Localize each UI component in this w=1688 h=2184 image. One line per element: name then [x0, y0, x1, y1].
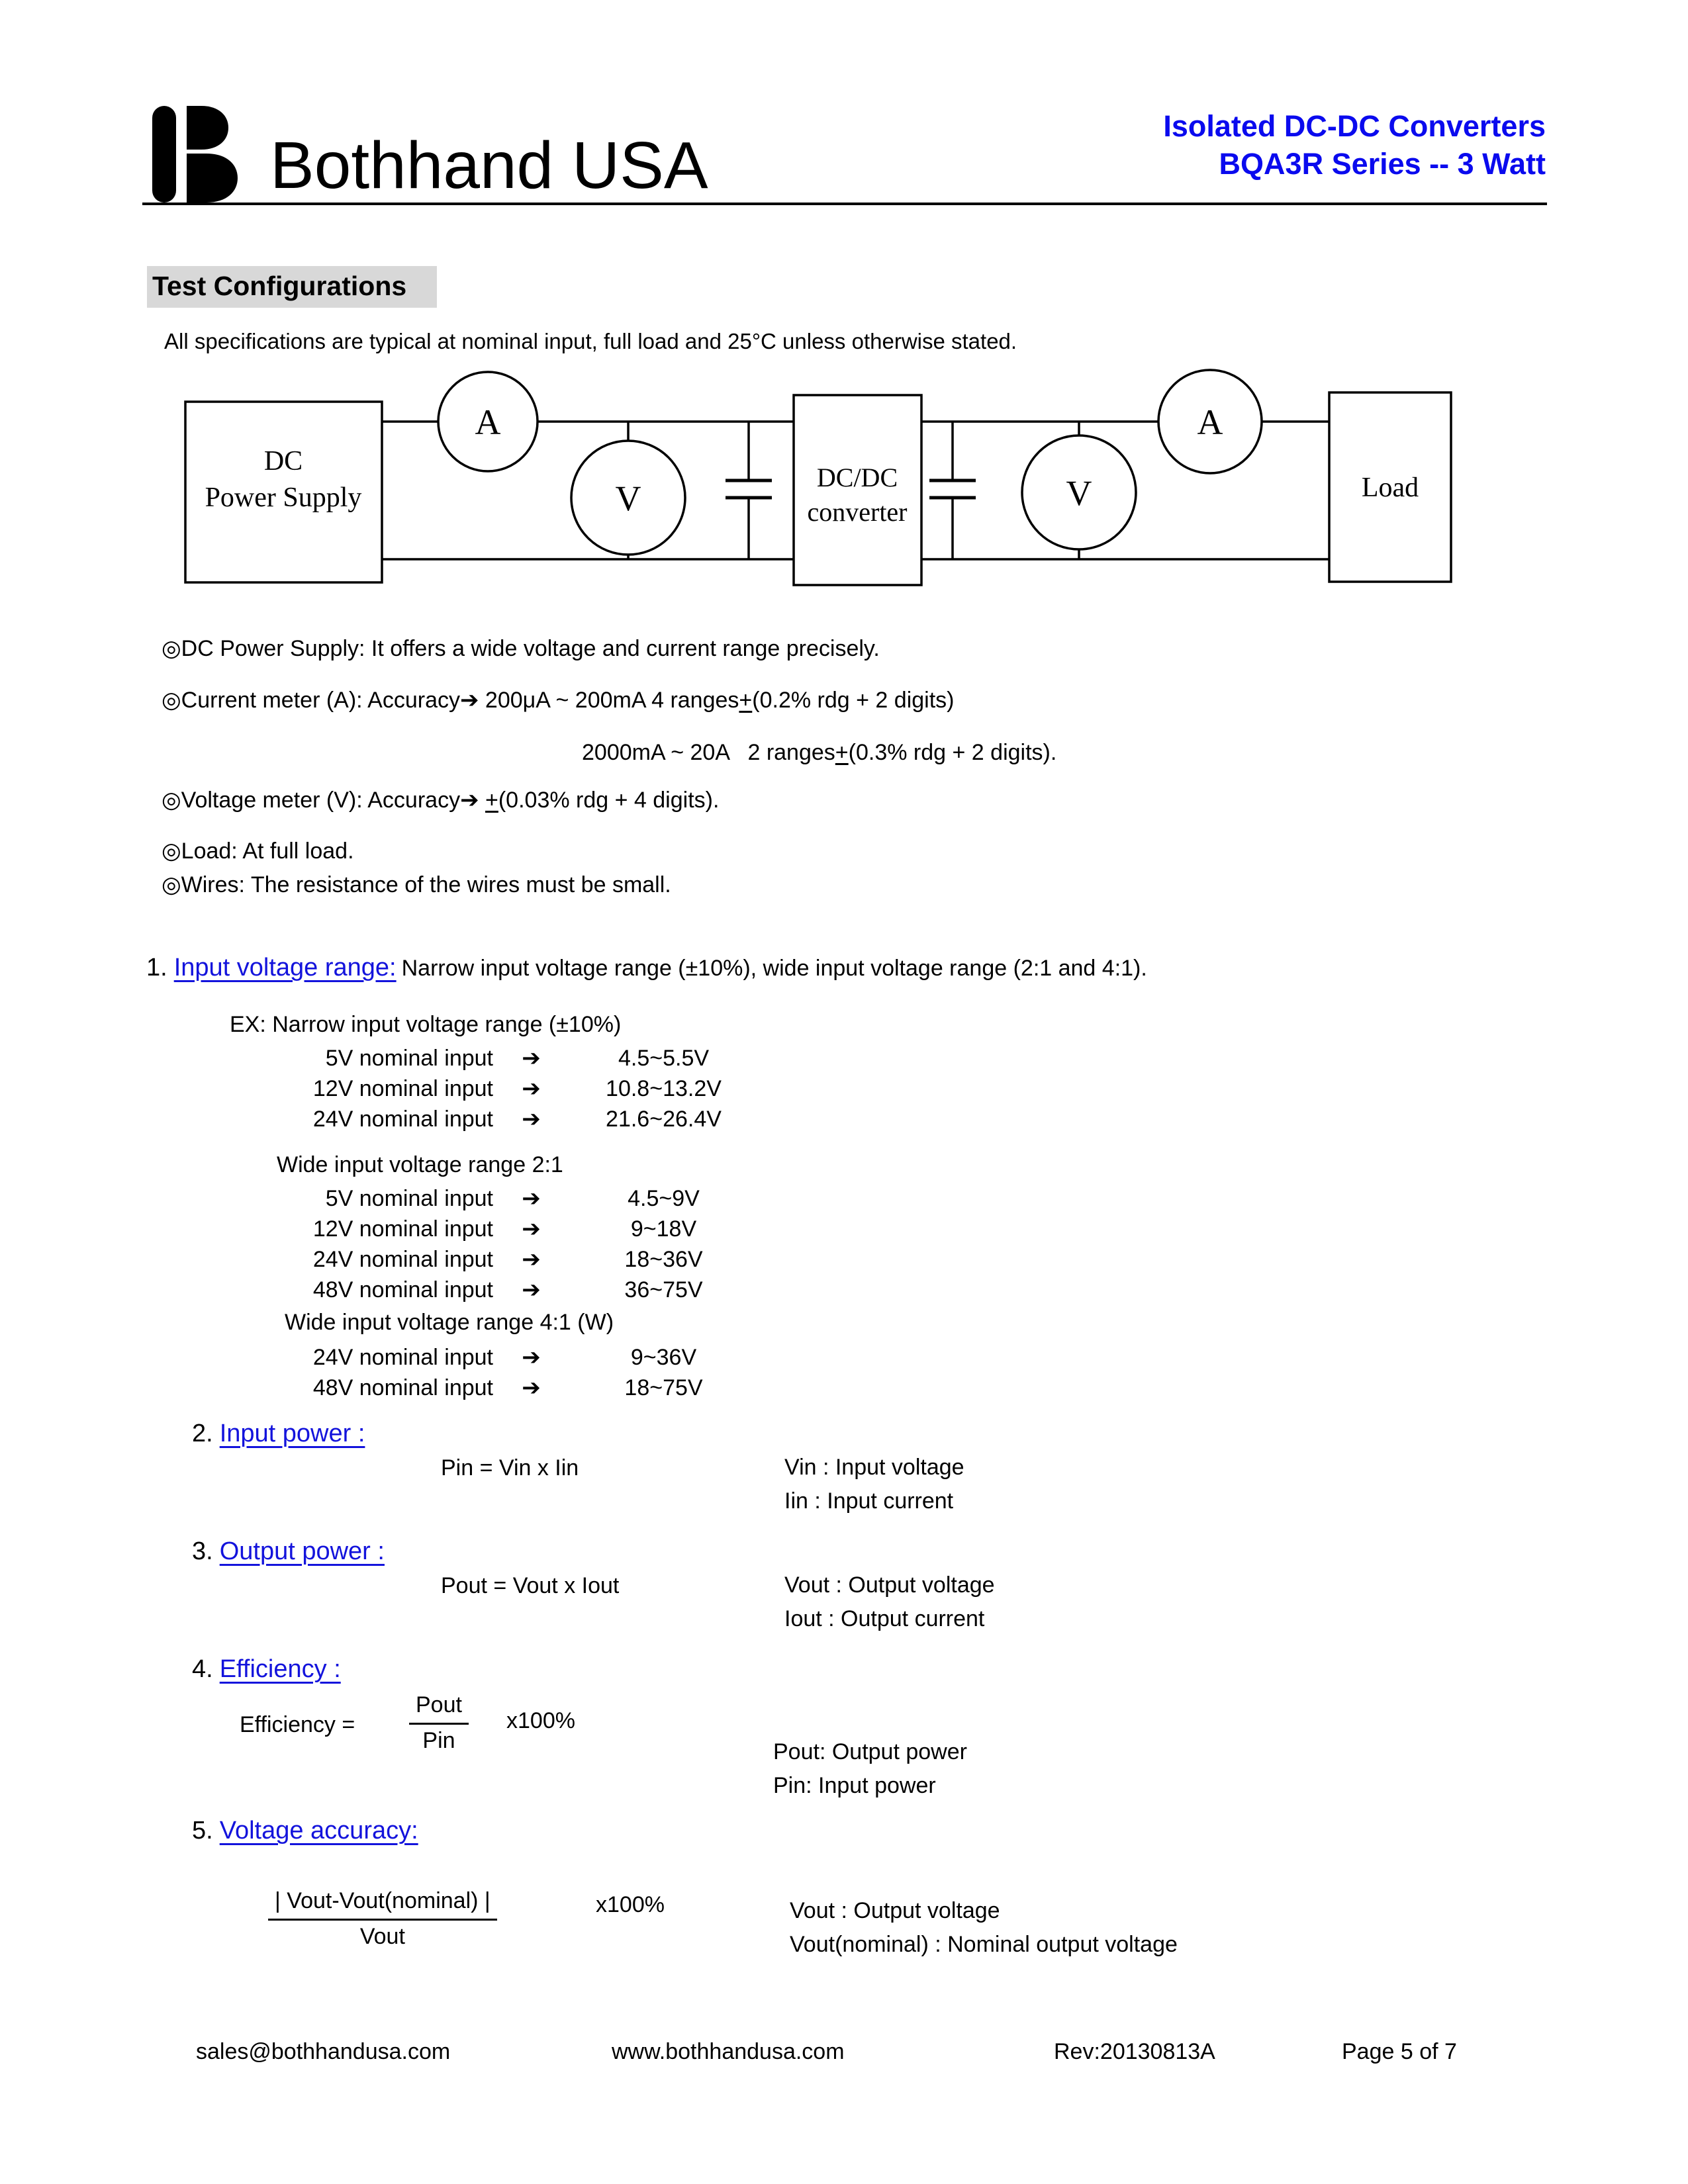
input-power-definitions	[784, 1451, 964, 1518]
note-load: ◎Load: At full load.	[162, 839, 354, 864]
section-4-number: 4.	[192, 1655, 213, 1683]
footer-revision: Rev:20130813A	[1054, 2039, 1215, 2064]
definition-line: Iin : Input current	[784, 1488, 954, 1514]
output-power-formula: Pout = Vout x Iout	[441, 1573, 620, 1598]
note-text: (0.3% rdg + 2 digits).	[848, 740, 1057, 765]
bothhand-logo-icon	[148, 105, 264, 204]
definition-line: Vout : Output voltage	[784, 1572, 995, 1598]
ammeter-input-label: A	[475, 402, 501, 442]
row-value: 18~75V	[624, 1375, 703, 1400]
dcdc-converter-box	[794, 395, 921, 585]
note-current-meter-2	[582, 739, 1056, 766]
dc-power-supply-box	[185, 402, 382, 582]
fraction-numerator: Pout	[409, 1692, 469, 1725]
page-heading: Test Configurations	[147, 266, 437, 308]
arrow-icon: ➔	[522, 1375, 541, 1400]
capacitor-input-icon	[726, 422, 772, 559]
ammeter-output-icon	[1158, 370, 1262, 473]
wide-41-table	[278, 1342, 758, 1403]
narrow-range-example-heading: EX: Narrow input voltage range (±10%)	[230, 1012, 622, 1037]
section-3-number: 3.	[192, 1537, 213, 1565]
converter-label-line2: converter	[807, 497, 908, 527]
definition-line: Pout: Output power	[773, 1739, 967, 1764]
section-5-heading	[192, 1816, 418, 1846]
section-1-heading	[146, 953, 1147, 983]
row-label: 12V nominal input	[312, 1216, 493, 1242]
table-row	[278, 1183, 758, 1214]
note-wires: ◎Wires: The resistance of the wires must be small.	[162, 872, 671, 897]
efficiency-fraction	[409, 1692, 469, 1754]
document-title	[1163, 107, 1546, 183]
section-1-title: Input voltage range:	[173, 954, 397, 981]
section-4-heading	[192, 1655, 341, 1685]
voltage-accuracy-definitions	[790, 1894, 1178, 1962]
narrow-input-table	[278, 1043, 758, 1134]
load-label: Load	[1361, 473, 1419, 503]
ammeter-input-icon	[438, 372, 538, 471]
note-text: (0.2% rdg + 2 digits)	[752, 688, 955, 713]
section-1-number: 1.	[146, 954, 167, 981]
row-value: 9~18V	[630, 1216, 697, 1242]
converter-label-line1: DC/DC	[816, 463, 898, 492]
row-label: 24V nominal input	[312, 1344, 493, 1370]
section-4-title: Efficiency :	[219, 1655, 341, 1683]
efficiency-lhs: Efficiency =	[240, 1712, 355, 1737]
row-value: 9~36V	[630, 1344, 697, 1370]
definition-line: Vout : Output voltage	[790, 1898, 1000, 1923]
voltmeter-input-icon	[571, 441, 685, 555]
note-dc-power-supply: ◎DC Power Supply: It offers a wide voltage and current range precisely.	[162, 636, 880, 661]
row-value: 4.5~5.5V	[618, 1045, 710, 1071]
company-name: Bothhand USA	[270, 128, 708, 203]
footer-website: www.bothhandusa.com	[612, 2039, 845, 2064]
definition-line: Vin : Input voltage	[784, 1455, 964, 1480]
note-text: 2000mA ~ 20A 2 ranges	[582, 740, 835, 765]
efficiency-suffix: x100%	[506, 1708, 575, 1733]
arrow-icon: ➔	[522, 1106, 541, 1132]
capacitor-output-icon	[929, 422, 976, 559]
arrow-icon: ➔	[522, 1277, 541, 1302]
ammeter-output-label: A	[1197, 402, 1223, 442]
arrow-icon: ➔	[522, 1344, 541, 1370]
voltmeter-output-label: V	[1066, 473, 1092, 513]
definition-line: Vout(nominal) : Nominal output voltage	[790, 1932, 1178, 1957]
arrow-icon: ➔	[522, 1185, 541, 1211]
efficiency-definitions	[773, 1735, 967, 1803]
section-3-heading	[192, 1537, 385, 1567]
arrow-icon: ➔	[522, 1075, 541, 1101]
section-5-title: Voltage accuracy:	[219, 1817, 418, 1844]
voltmeter-input-label: V	[615, 478, 641, 518]
row-value: 36~75V	[624, 1277, 703, 1302]
fraction-numerator: | Vout-Vout(nominal) |	[268, 1888, 497, 1921]
definition-line: Pin: Input power	[773, 1773, 936, 1798]
arrow-icon: ➔	[522, 1045, 541, 1071]
voltmeter-output-icon	[1022, 435, 1136, 549]
footer-page-number: Page 5 of 7	[1342, 2039, 1457, 2064]
note-voltage-meter	[162, 787, 719, 814]
definition-line: Iout : Output current	[784, 1606, 985, 1631]
note-text: ◎Current meter (A): Accuracy➔ 200μA ~ 200mA 4 ranges	[162, 688, 739, 713]
note-text: ◎Voltage meter (V): Accuracy➔	[162, 788, 485, 813]
section-3-title: Output power :	[219, 1537, 385, 1565]
test-circuit-diagram	[172, 351, 1470, 602]
note-text: (0.03% rdg + 4 digits).	[498, 788, 720, 813]
input-power-formula: Pin = Vin x Iin	[441, 1455, 579, 1480]
row-label: 48V nominal input	[312, 1375, 493, 1400]
table-row	[278, 1073, 758, 1104]
wide-21-heading: Wide input voltage range 2:1	[277, 1152, 563, 1177]
row-label: 5V nominal input	[325, 1045, 493, 1071]
row-label: 24V nominal input	[312, 1106, 493, 1132]
section-2-heading	[192, 1419, 365, 1449]
plus-minus-sign: +	[835, 740, 849, 765]
table-row	[278, 1104, 758, 1134]
fraction-denominator: Vout	[359, 1923, 405, 1949]
wide-41-heading: Wide input voltage range 4:1 (W)	[285, 1310, 614, 1335]
arrow-icon: ➔	[522, 1246, 541, 1272]
table-row	[278, 1214, 758, 1244]
fraction-denominator: Pin	[422, 1727, 455, 1753]
table-row	[278, 1342, 758, 1373]
table-row	[278, 1244, 758, 1275]
voltage-accuracy-suffix: x100%	[596, 1892, 665, 1917]
dc-power-supply-label-line1: DC	[263, 446, 303, 477]
section-2-number: 2.	[192, 1420, 213, 1447]
arrow-icon: ➔	[522, 1216, 541, 1242]
plus-minus-sign: +	[739, 688, 753, 713]
row-label: 24V nominal input	[312, 1246, 493, 1272]
output-power-definitions	[784, 1569, 995, 1636]
row-value: 4.5~9V	[628, 1185, 700, 1211]
dc-power-supply-label-line2: Power Supply	[205, 482, 362, 513]
row-label: 12V nominal input	[312, 1075, 493, 1101]
row-value: 21.6~26.4V	[606, 1106, 722, 1132]
row-label: 48V nominal input	[312, 1277, 493, 1302]
plus-minus-sign: +	[485, 788, 498, 813]
row-label: 5V nominal input	[325, 1185, 493, 1211]
footer-email: sales@bothhandusa.com	[196, 2039, 451, 2064]
note-current-meter	[162, 687, 954, 714]
load-box	[1329, 392, 1451, 582]
document-title-line1: Isolated DC-DC Converters	[1163, 109, 1546, 143]
document-title-line2: BQA3R Series -- 3 Watt	[1219, 147, 1546, 181]
wide-21-table	[278, 1183, 758, 1305]
voltage-accuracy-fraction	[268, 1888, 497, 1950]
header-rule	[142, 203, 1547, 205]
table-row	[278, 1043, 758, 1073]
intro-text: All specifications are typical at nominal input, full load and 25°C unless otherwise stated.	[164, 329, 1017, 353]
section-2-title: Input power :	[219, 1420, 365, 1447]
row-value: 10.8~13.2V	[606, 1075, 722, 1101]
table-row	[278, 1275, 758, 1305]
row-value: 18~36V	[624, 1246, 703, 1272]
table-row	[278, 1373, 758, 1403]
section-1-description: Narrow input voltage range (±10%), wide input voltage range (2:1 and 4:1).	[401, 956, 1147, 981]
section-5-number: 5.	[192, 1817, 213, 1844]
